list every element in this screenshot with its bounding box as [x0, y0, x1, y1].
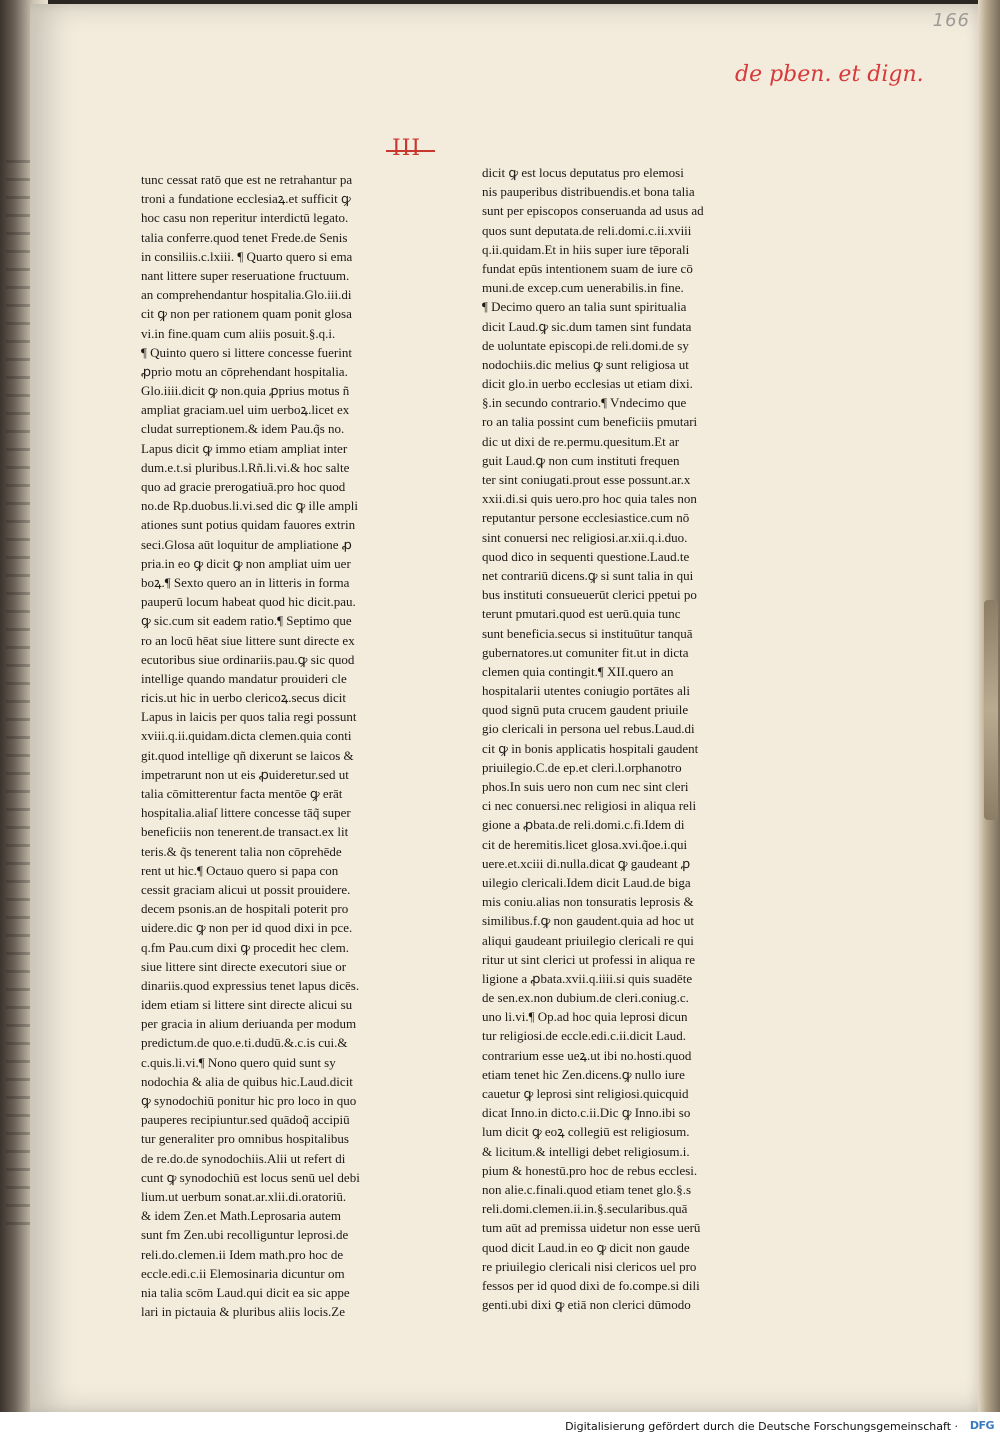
text-column-right [482, 163, 764, 1314]
text-line: uno li.vi.¶ Op.ad hoc quia leprosi dicun [482, 1009, 688, 1025]
text-line: genti.ubi dixi ꝙ etiā non clerici dūmodo [482, 1297, 691, 1313]
text-line: contrarium esse ueꝝ.ut ibi no.hosti.quod [482, 1047, 692, 1063]
text-line: sunt beneficia.secus si instituūtur tanquā [482, 625, 693, 641]
text-column-left [141, 170, 423, 1321]
text-line: de sen.ex.non dubium.de cleri.coniug.c. [482, 990, 689, 1006]
text-line: §.in secundo contrario.¶ Vndecimo que [482, 395, 687, 411]
text-line: q.ii.quidam.Et in hiis super iure tēporali [482, 241, 690, 257]
text-line: nodochiis.dic melius ꝙ sunt religiosa ut [482, 356, 689, 372]
text-line: xviii.q.ii.quidam.dicta clemen.quia conti [141, 728, 352, 744]
text-line: boꝝ.¶ Sexto quero an in litteris in forma [141, 574, 350, 590]
text-line: clemen quia contingit.¶ XII.quero an [482, 663, 674, 679]
section-mark: III [392, 136, 422, 161]
text-line: & licitum.& intelligi debet religiosum.i. [482, 1143, 690, 1159]
text-line: etiam tenet hic Zen.dicens.ꝙ nullo iure [482, 1066, 685, 1082]
text-line: guit Laud.ꝙ non cum instituti frequen [482, 452, 680, 468]
text-line: terunt pmutari.quod est uerū.quia tunc [482, 606, 681, 622]
text-line: c.quis.li.vi.¶ Nono quero quid sunt sy [141, 1054, 336, 1070]
text-line: quo ad gracie prerogatiuā.pro hoc quod [141, 479, 346, 494]
text-line: tunc cessat ratō que est ne retrahantur pa [141, 172, 353, 187]
text-line: phos.In suis uero non cum nec sint cleri [482, 779, 689, 794]
text-line: sunt per episcopos conseruanda ad usus ad [482, 203, 704, 219]
text-line: lum dicit ꝙ eoꝝ collegiū est religiosum. [482, 1124, 690, 1140]
text-line: vi.in fine.quam cum aliis posuit.§.q.i. [141, 325, 336, 341]
text-line: ¶ Quinto quero si littere concesse fuerint [141, 344, 352, 360]
text-line: cit de heremitis.licet glosa.xvi.q̃oe.i.qui [482, 836, 688, 852]
text-line: eccle.edi.c.ii Elemosinaria dicuntur om [141, 1265, 345, 1281]
text-line: tur generaliter pro omnibus hospitalibus [141, 1131, 349, 1147]
text-line: gione a ꝓbata.de reli.domi.c.fi.Idem di [482, 817, 685, 833]
text-line: idem etiam si littere sint directe alicui su [141, 997, 353, 1013]
page-ribbon [984, 600, 998, 820]
text-line: ¶ Decimo quero an talia sunt spiritualia [482, 299, 687, 315]
text-line: dinariis.quod expressius tenet lapus dicēs. [141, 977, 360, 993]
text-line: gubernatores.ut comuniter fit.ut in dicta [482, 644, 689, 660]
text-line: troni a fundatione ecclesiaꝝ.et sufficit ꝙ [141, 191, 351, 207]
text-line: q.fm Pau.cum dixi ꝙ procedit hec clem. [141, 939, 349, 955]
text-line: ꝙ synodochiū ponitur hic pro loco in quo [141, 1093, 357, 1108]
text-line: sint conuersi nec religiosi.ar.xii.q.i.duo. [482, 529, 688, 545]
text-line: uidere.dic ꝙ non per id quod dixi in pce. [141, 920, 353, 936]
text-line: pauperes recipiuntur.sed quādoq̃ accipiū [141, 1112, 350, 1128]
text-line: cludat surreptionem.& idem Pau.q̃s no. [141, 421, 345, 437]
text-line: talia cōmitterentur facta mentōe ꝙ erāt [141, 786, 343, 801]
text-line: beneficiis non tenerent.de transact.ex lit [141, 824, 349, 840]
text-line: ligione a ꝓbata.xvii.q.iiii.si quis suadēte [482, 970, 693, 986]
text-line: teris.& q̃s tenerent talia non cōprehēde [141, 843, 342, 859]
text-line: Lapus dicit ꝙ immo etiam ampliat inter [141, 440, 348, 456]
text-line: Lapus in laicis per quos talia regi possunt [141, 709, 357, 725]
text-line: ꝓprio motu an cōprehendant hospitalia. [141, 363, 348, 379]
text-line: an comprehendantur hospitalia.Glo.iii.di [141, 287, 352, 303]
text-line: pium & honestū.pro hoc de rebus ecclesi. [482, 1162, 698, 1178]
text-line: ationes sunt potius quidam fauores extrin [141, 517, 356, 533]
text-line: ter sint coniugati.prout esse possunt.ar.x [482, 472, 691, 487]
text-line: ro an locū hēat siue littere sunt directe ex [141, 632, 355, 648]
text-line: ꝙ sic.cum sit eadem ratio.¶ Septimo que [141, 613, 352, 629]
text-line: de re.do.de synodochiis.Alii ut refert di [141, 1150, 346, 1166]
text-line: in consiliis.c.lxiii. ¶ Quarto quero si ema [141, 248, 353, 264]
text-line: priuilegio.C.de ep.et cleri.l.orphanotro [482, 759, 682, 775]
text-line: intellige quando mandatur prouideri cle [141, 670, 347, 686]
text-line: per gracia in alium deriuanda per modum [141, 1016, 357, 1032]
text-line: rent ut hic.¶ Octauo quero si papa con [141, 862, 339, 878]
text-line: git.quod intellige qñ dixerunt se laicos & [141, 747, 354, 763]
text-line: hospitalia.aliaſ littere concesse tāq̃ super [141, 805, 351, 821]
text-line: similibus.f.ꝙ non gaudent.quia ad hoc ut [482, 913, 694, 929]
text-line: decem psonis.an de hospitali poterit pro [141, 901, 349, 917]
text-line: reputantur persone ecclesiastice.cum nō [482, 510, 690, 526]
text-line: gio clericali in persona uel rebus.Laud.di [482, 721, 695, 737]
folio-number: 166 [932, 10, 970, 31]
text-line: pauperū locum habeat quod hic dicit.pau. [141, 594, 356, 610]
text-line: hoc casu non reperitur interdictū legato. [141, 210, 349, 226]
text-line: non alie.c.finali.quod etiam tenet glo.§.s [482, 1181, 692, 1197]
text-line: ecutoribus siue ordinariis.pau.ꝙ sic quod [141, 651, 355, 667]
text-line: quod dico in sequenti questione.Laud.te [482, 548, 690, 564]
text-line: ricis.ut hic in uerbo clericoꝝ.secus dicit [141, 690, 346, 706]
text-line: dicit glo.in uerbo ecclesias ut etiam dixi. [482, 376, 693, 392]
text-line: net contrariū dicens.ꝙ si sunt talia in qui [482, 567, 694, 583]
text-line: dic ut dixi de re.permu.quesitum.Et ar [482, 433, 680, 449]
handwritten-header-note: de pben. et dign. [735, 62, 924, 87]
text-line: dicit ꝙ est locus deputatus pro elemosi [482, 165, 684, 180]
text-line: reli.domi.clemen.ii.in.§.secularibus.quā [482, 1201, 688, 1217]
text-line: sunt fm Zen.ubi recolliguntur leprosi.de [141, 1227, 349, 1243]
text-line: quod dicit Laud.in eo ꝙ dicit non gaude [482, 1239, 690, 1255]
footer-credit: Digitalisierung gefördert durch die Deutsche Forschungsgemeinschaft · [565, 1420, 958, 1433]
footer-bar [0, 1412, 1000, 1442]
dfg-logo-text: DFG [969, 1419, 994, 1432]
text-line: nia talia scōm Laud.qui dicit ea sic appe [141, 1284, 350, 1300]
text-line: quod signū puta crucem gaudent priuile [482, 702, 689, 718]
text-line: ro an talia possint cum beneficiis pmutari [482, 414, 698, 430]
text-line: quos sunt deputata.de reli.domi.c.ii.xviii [482, 222, 692, 238]
text-line: lium.ut uerbum sonat.ar.xlii.di.oratoriū. [141, 1188, 347, 1204]
text-line: re priuilegio clericali nisi clericos uel pro [482, 1258, 697, 1274]
text-line: lari in pictauia & pluribus aliis locis.Ze [141, 1304, 345, 1320]
text-line: uere.et.xciii di.nulla.dicat ꝙ gaudeant ꝓ [482, 855, 691, 871]
text-line: hospitalarii utentes coniugio portātes ali [482, 683, 690, 699]
text-line: siue littere sint directe executori siue or [141, 958, 347, 974]
text-line: talia conferre.quod tenet Frede.de Senis [141, 229, 348, 245]
text-line: de uoluntate episcopi.de reli.domi.de sy [482, 337, 689, 353]
text-line: nodochia & alia de quibus hic.Laud.dicit [141, 1073, 353, 1089]
text-line: impetrarunt non ut eis ꝓuideretur.sed ut [141, 766, 349, 782]
text-line: muni.de excep.cum uenerabilis.in fine. [482, 280, 684, 296]
text-line: predictum.de quo.e.ti.dudū.&.c.is cui.& [141, 1035, 348, 1051]
text-line: xxii.di.si quis uero.pro hoc quia tales non [482, 491, 697, 507]
text-line: cauetur ꝙ leprosi sint religiosi.quicquid [482, 1086, 689, 1101]
binding-edge-right [978, 0, 1000, 1412]
text-line: cit ꝙ non per rationem quam ponit glosa [141, 306, 352, 322]
text-line: tur religiosi.de eccle.edi.c.ii.dicit Laud. [482, 1028, 686, 1044]
text-line: fundat epūs intentionem suam de iure cō [482, 260, 693, 276]
text-line: reli.do.clemen.ii Idem math.pro hoc de [141, 1246, 344, 1262]
text-line: ci nec conuersi.nec religiosi in aliqua reli [482, 798, 697, 814]
text-line: ampliat graciam.uel uim uerboꝝ.licet ex [141, 402, 350, 418]
text-line: dicit Laud.ꝙ sic.dum tamen sint fundata [482, 318, 692, 334]
text-line: mis coniu.alias non tonsuratis leprosis & [482, 894, 694, 910]
text-line: cit ꝙ in bonis applicatis hospitali gaudent [482, 740, 699, 756]
text-line: cunt ꝙ synodochiū est locus senū uel debi [141, 1169, 360, 1185]
text-line: nis pauperibus distribuendis.et bona talia [482, 184, 695, 200]
text-line: tum aūt ad premissa uidetur non esse uerū [482, 1220, 701, 1236]
text-line: aliqui gaudeant priuilegio clericali re qui [482, 932, 694, 948]
text-line: bus instituti consueuerūt clerici ppetui po [482, 587, 697, 603]
dfg-logo [970, 1419, 994, 1432]
text-line: dicat Inno.in dicto.c.ii.Dic ꝙ Inno.ibi so [482, 1105, 691, 1121]
text-line: no.de Rp.duobus.li.vi.sed dic ꝙ ille ampli [141, 498, 359, 514]
text-line: cessit graciam alicui ut possit prouidere. [141, 881, 351, 897]
text-line: ritur ut sint clerici ut professi in aliqua re [482, 951, 695, 967]
text-line: dum.e.t.si pluribus.l.Rñ.li.vi.& hoc salte [141, 459, 350, 475]
text-line: nant littere super reseruatione fructuum. [141, 267, 350, 283]
text-line: Glo.iiii.dicit ꝙ non.quia ꝓprius motus ñ [141, 383, 350, 399]
text-line: uilegio clericali.Idem dicit Laud.de biga [482, 874, 691, 890]
text-line: & idem Zen.et Math.Leprosaria autem [141, 1208, 341, 1224]
text-line: seci.Glosa aūt loquitur de ampliatione ꝓ [141, 536, 352, 552]
text-line: pria.in eo ꝙ dicit ꝙ non ampliat uim uer [141, 555, 351, 571]
text-line: fessos per id quod dixi de fo.compe.si dili [482, 1277, 700, 1293]
